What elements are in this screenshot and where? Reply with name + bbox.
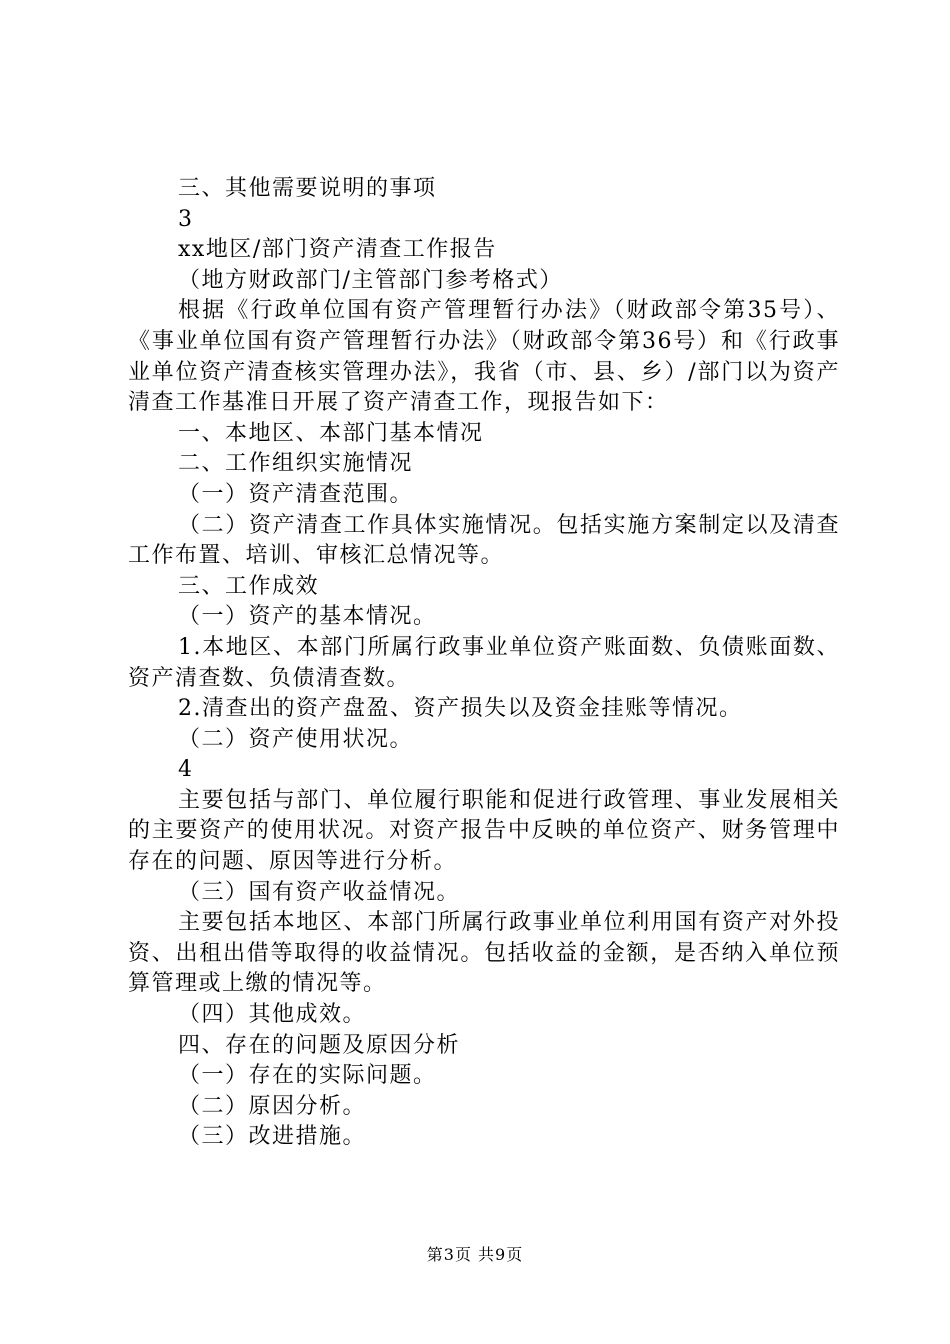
list-item-1: 1.本地区、本部门所属行政事业单位资产账面数、负债账面数、资产清查数、负债清查数。 bbox=[128, 634, 840, 691]
subsection-asset-basics: （一）资产的基本情况。 bbox=[178, 604, 437, 630]
page-marker: 3 bbox=[178, 206, 194, 232]
page-marker: 4 bbox=[178, 757, 194, 783]
subsection-asset-income: （三）国有资产收益情况。 bbox=[178, 879, 461, 905]
document-body bbox=[128, 174, 840, 1153]
subsection-implementation: （二）资产清查工作具体实施情况。包括实施方案制定以及清查工作布置、培训、审核汇总情况等。 bbox=[128, 512, 840, 569]
subsection-scope: （一）资产清查范围。 bbox=[178, 481, 414, 507]
subsection-actual-problems: （一）存在的实际问题。 bbox=[178, 1063, 437, 1089]
usage-paragraph: 主要包括与部门、单位履行职能和促进行政管理、事业发展相关的主要资产的使用状况。对资产报告中反映的单位资产、财务管理中存在的问题、原因等进行分析。 bbox=[128, 787, 840, 875]
section-heading-results: 三、工作成效 bbox=[178, 573, 320, 599]
subsection-other-results: （四）其他成效。 bbox=[178, 1002, 367, 1028]
section-heading-other-matters: 三、其他需要说明的事项 bbox=[178, 176, 437, 201]
income-paragraph: 主要包括本地区、本部门所属行政事业单位利用国有资产对外投资、出租出借等取得的收益情况。包括收益的金额，是否纳入单位预算管理或上缴的情况等。 bbox=[128, 910, 840, 997]
section-heading-basic-info: 一、本地区、本部门基本情况 bbox=[178, 420, 484, 446]
subsection-asset-usage: （二）资产使用状况。 bbox=[178, 726, 414, 752]
list-item-2: 2.清查出的资产盘盈、资产损失以及资金挂账等情况。 bbox=[178, 696, 743, 722]
subsection-improvements: （三）改进措施。 bbox=[178, 1124, 367, 1150]
intro-paragraph: 根据《行政单位国有资产管理暂行办法》（财政部令第35号）、《事业单位国有资产管理暂行办法》（财政部令第36号）和《行政事业单位资产清查核实管理办法》，我省（市、县、乡）/部门以为资产清查工作基准日开展了资产清查工作，现报告如下： bbox=[128, 298, 840, 416]
subsection-cause-analysis: （二）原因分析。 bbox=[178, 1093, 367, 1119]
section-heading-organization: 二、工作组织实施情况 bbox=[178, 451, 414, 477]
section-heading-problems: 四、存在的问题及原因分析 bbox=[178, 1032, 461, 1058]
page-footer: 第3页 共9页 bbox=[426, 1245, 524, 1264]
report-title: xx地区/部门资产清查工作报告 bbox=[178, 237, 497, 263]
report-subtitle: （地方财政部门/主管部门参考格式） bbox=[178, 267, 563, 293]
